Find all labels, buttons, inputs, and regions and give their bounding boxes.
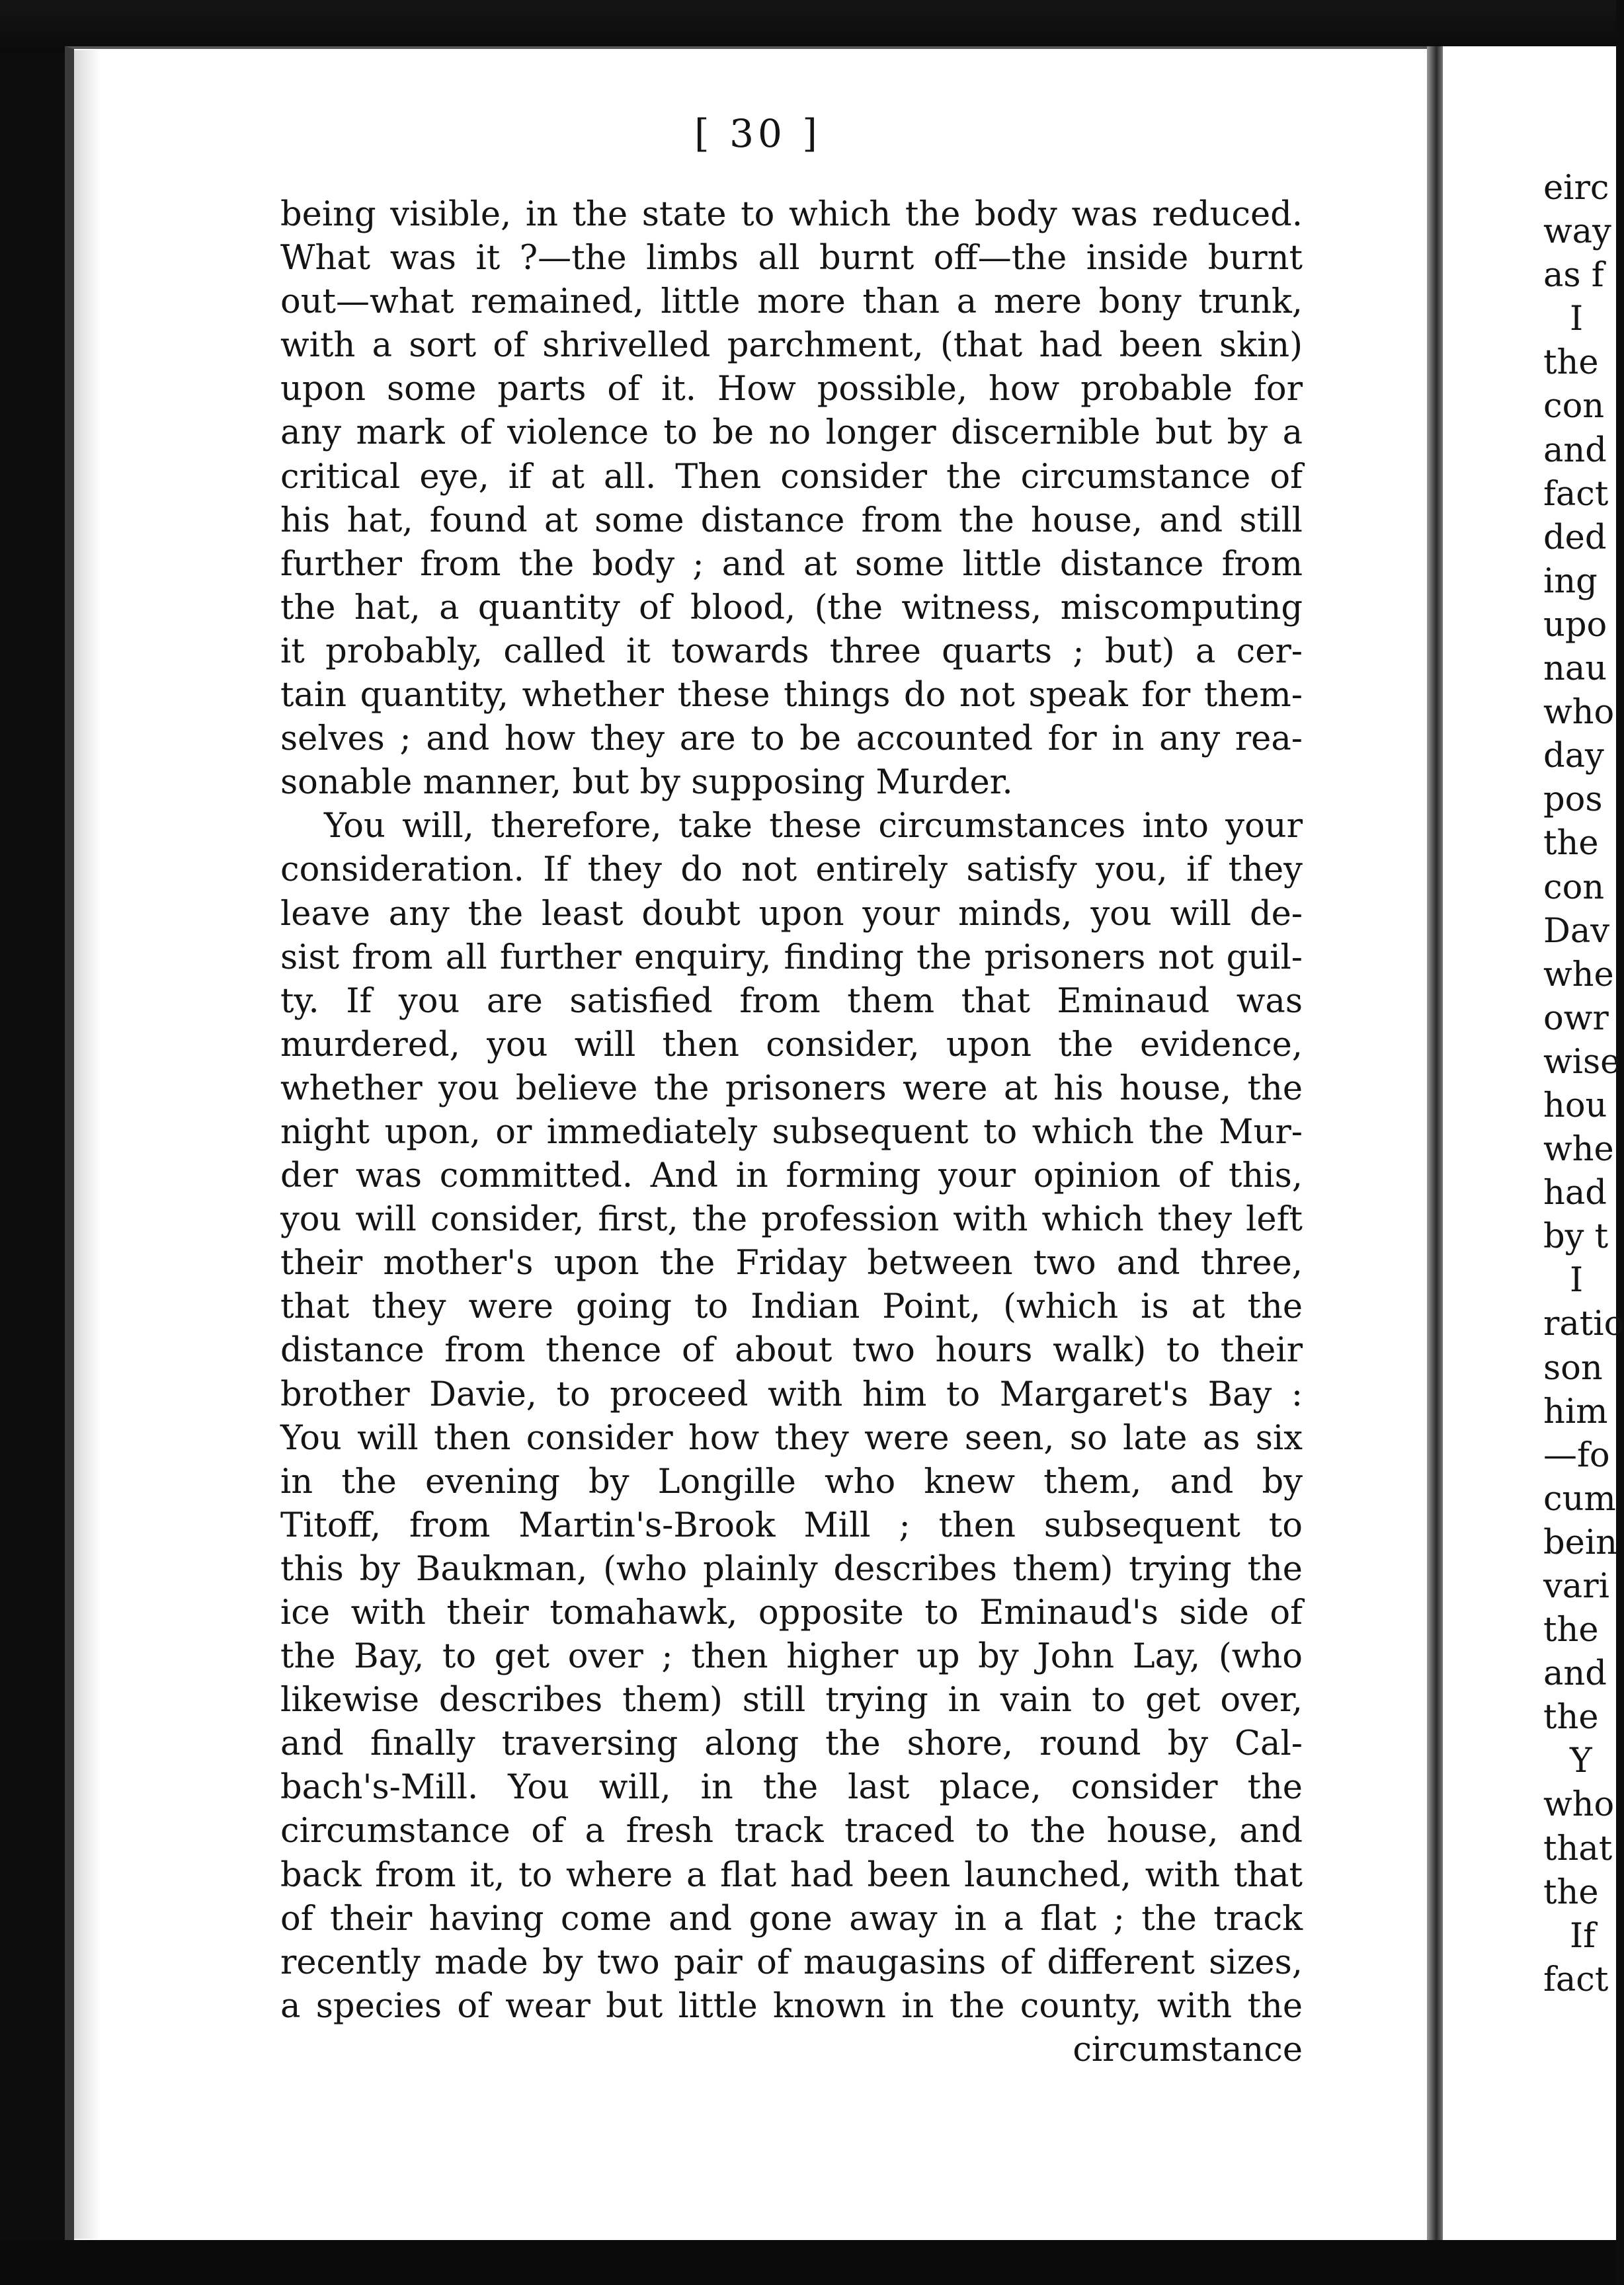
right-page-line-fragment: eirc <box>1543 169 1609 208</box>
catchword: circumstance <box>1073 2030 1303 2069</box>
right-page-line-fragment: the <box>1543 824 1599 863</box>
text-line: You will then consider how they were seen, so late as six <box>280 1418 1303 1458</box>
right-page-line-fragment: upo <box>1543 605 1607 645</box>
text-line: back from it, to where a flat had been launched, with that <box>280 1855 1303 1895</box>
text-line: any mark of violence to be no longer discernible but by a <box>280 413 1303 453</box>
text-line: der was committed. And in forming your opinion of this, <box>280 1156 1303 1196</box>
text-line: sist from all further enquiry, finding the prisoners not guil- <box>280 938 1303 977</box>
text-line: leave any the least doubt upon your minds, you will de- <box>280 894 1303 934</box>
right-page-line-fragment: bein <box>1543 1523 1617 1562</box>
text-line: What was it ?—the limbs all burnt off—the inside burnt <box>280 239 1303 278</box>
right-page-line-fragment: fact <box>1543 1960 1609 1999</box>
right-page-line-fragment: whe <box>1543 1130 1614 1170</box>
text-line: tain quantity, whether these things do not speak for them- <box>280 676 1303 715</box>
right-page-line-fragment: vari <box>1543 1567 1609 1606</box>
text-line: the hat, a quantity of blood, (the witness, miscomputing <box>280 588 1303 627</box>
text-line: distance from thence of about two hours walk) to their <box>280 1331 1303 1371</box>
right-page-line-fragment: I <box>1570 300 1584 339</box>
text-line: that they were going to Indian Point, (which is at the <box>280 1287 1303 1327</box>
page-number: [ 30 ] <box>694 111 821 156</box>
right-page-line-fragment: con <box>1543 867 1605 907</box>
text-line: whether you believe the prisoners were at his house, the <box>280 1068 1303 1108</box>
text-line: Titoff, from Martin's-Brook Mill ; then subsequent to <box>280 1505 1303 1545</box>
text-line: further from the body ; and at some little distance from <box>280 544 1303 584</box>
right-page-line-fragment: ratio <box>1543 1304 1624 1344</box>
text-line: being visible, in the state to which the body was reduced. <box>280 195 1303 234</box>
right-page-line-fragment: who <box>1543 693 1615 733</box>
book-gutter <box>1427 46 1443 2241</box>
right-page-line-fragment: by t <box>1543 1217 1609 1257</box>
text-line: likewise describes them) still trying in vain to get over, <box>280 1681 1303 1720</box>
right-page-line-fragment: fact <box>1543 474 1609 514</box>
right-page-line-fragment: ded <box>1543 518 1607 557</box>
right-page-line-fragment: —fo <box>1543 1435 1610 1475</box>
right-page-line-fragment: cum <box>1543 1479 1616 1519</box>
text-line: murdered, you will then consider, upon the evidence, <box>280 1025 1303 1064</box>
text-line: sonable manner, but by supposing Murder. <box>280 763 1013 803</box>
text-line: it probably, called it towards three quarts ; but) a cer- <box>280 631 1303 671</box>
left-page-text <box>280 193 1303 2072</box>
right-page-line-fragment: whe <box>1543 955 1614 994</box>
text-line: of their having come and gone away in a flat ; the track <box>280 1899 1303 1939</box>
right-page-line-fragment: nau <box>1543 649 1607 689</box>
text-line: recently made by two pair of maugasins of different sizes, <box>280 1943 1303 1982</box>
text-line: his hat, found at some distance from the house, and still <box>280 501 1303 540</box>
text-line: with a sort of shrivelled parchment, (that had been skin) <box>280 326 1303 366</box>
right-page-line-fragment: pos <box>1543 780 1603 820</box>
text-line: in the evening by Longille who knew them, and by <box>280 1462 1303 1502</box>
right-page-text-fragment <box>1543 167 1624 2002</box>
right-page-line-fragment: son <box>1543 1348 1603 1388</box>
text-line: the Bay, to get over ; then higher up by John Lay, (who <box>280 1637 1303 1677</box>
right-page-line-fragment: the <box>1543 1611 1599 1650</box>
text-line: critical eye, if at all. Then consider the circumstance of <box>280 457 1303 497</box>
text-line: circumstance of a fresh track traced to the house, and <box>280 1812 1303 1851</box>
right-page-line-fragment: owr <box>1543 998 1609 1038</box>
right-page-line-fragment: and <box>1543 430 1607 470</box>
right-page-line-fragment: him <box>1543 1392 1608 1431</box>
text-line: consideration. If they do not entirely satisfy you, if they <box>280 850 1303 890</box>
text-line: ty. If you are satisfied from them that Eminaud was <box>280 981 1303 1021</box>
right-page-line-fragment: Dav <box>1543 911 1610 951</box>
right-page-line-fragment: the <box>1543 1698 1599 1738</box>
right-page-line-fragment: had <box>1543 1174 1607 1213</box>
right-page-line-fragment: con <box>1543 387 1605 426</box>
left-page-edge <box>74 50 101 2239</box>
right-page-line-fragment: the <box>1543 343 1599 383</box>
text-line: a species of wear but little known in the county, with the <box>280 1986 1303 2026</box>
text-line: selves ; and how they are to be accounted for in any rea- <box>280 719 1303 759</box>
right-page-line-fragment: I <box>1570 1261 1584 1301</box>
text-line: night upon, or immediately subsequent to which the Mur- <box>280 1112 1303 1152</box>
right-page-line-fragment: wise <box>1543 1042 1621 1082</box>
right-page-line-fragment: hou <box>1543 1086 1607 1125</box>
right-page-line-fragment: that <box>1543 1829 1613 1868</box>
text-line: this by Baukman, (who plainly describes them) trying the <box>280 1549 1303 1589</box>
text-line: brother Davie, to proceed with him to Margaret's Bay : <box>280 1375 1303 1414</box>
right-page-line-fragment: who <box>1543 1785 1615 1825</box>
text-line: their mother's upon the Friday between two and three, <box>280 1244 1303 1283</box>
text-line: upon some parts of it. How possible, how probable for <box>280 370 1303 409</box>
right-page-line-fragment: way <box>1543 212 1611 252</box>
right-page-line-fragment: and <box>1543 1654 1607 1694</box>
scan-bottom-border <box>0 2240 1616 2285</box>
right-page-line-fragment: ing <box>1543 561 1598 601</box>
text-line: you will consider, first, the profession with which they left <box>280 1200 1303 1240</box>
text-line: out—what remained, little more than a mere bony trunk, <box>280 282 1303 322</box>
scan-top-border <box>0 0 1616 53</box>
right-page-line-fragment: the <box>1543 1872 1599 1912</box>
text-line: You will, therefore, take these circumstances into your <box>324 807 1303 846</box>
right-page-line-fragment: day <box>1543 737 1604 776</box>
right-page-line-fragment: Y <box>1570 1742 1592 1781</box>
right-page-line-fragment: If <box>1570 1916 1596 1956</box>
right-page-line-fragment: as f <box>1543 256 1604 296</box>
text-line: ice with their tomahawk, opposite to Eminaud's side of <box>280 1593 1303 1632</box>
text-line: bach's-Mill. You will, in the last place, consider the <box>280 1768 1303 1808</box>
text-line: and finally traversing along the shore, round by Cal- <box>280 1724 1303 1764</box>
